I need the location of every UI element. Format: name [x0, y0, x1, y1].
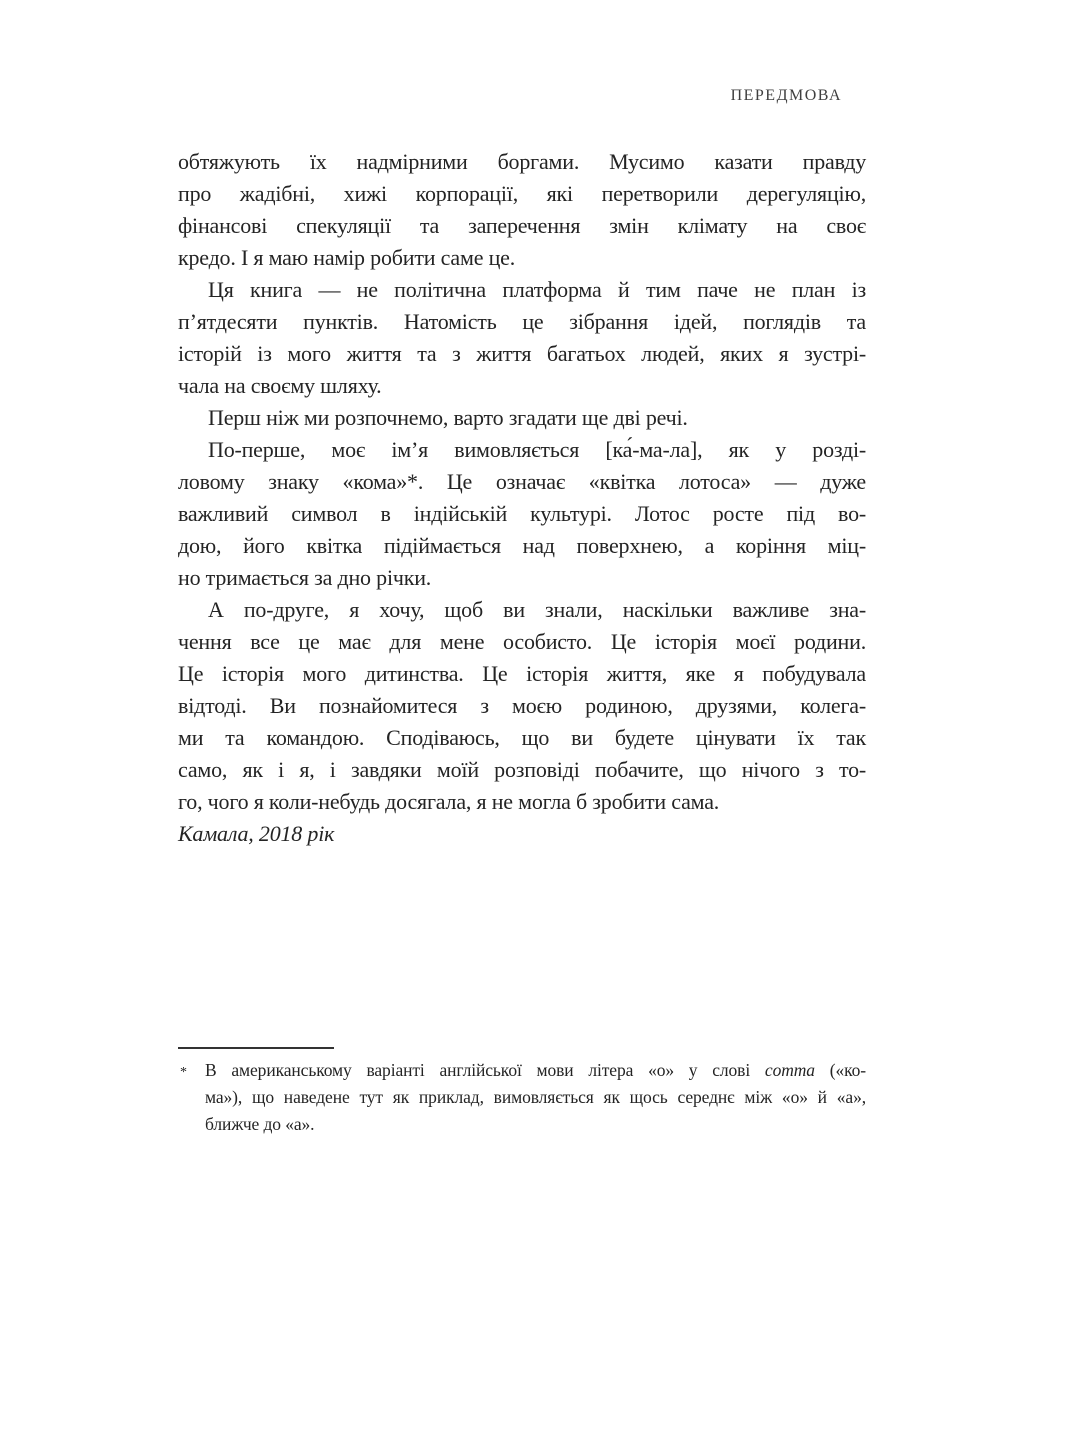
text-line: важливий символ в індійській культурі. Лотос росте під во- [178, 501, 866, 526]
footnote-line-3: ближче до «а». [205, 1114, 315, 1134]
paragraph [178, 274, 866, 402]
body-text [178, 146, 866, 850]
paragraph [178, 402, 866, 434]
text-line: Ця книга — не політична платформа й тим паче не план із [208, 277, 866, 302]
running-header: ПЕРЕДМОВА [730, 87, 842, 104]
footnote-line-1-post: («ко- [814, 1060, 867, 1080]
text-line: чення все це має для мене особисто. Це історія моєї родини. [178, 629, 866, 654]
text-line: само, як і я, і завдяки моїй розповіді побачите, що нічого з то- [178, 757, 866, 782]
text-line: історій із мого життя та з життя багатьох людей, яких я зустрі- [178, 341, 866, 366]
footnote-rule [178, 1047, 334, 1049]
text-line: п’ятдесяти пунктів. Натомість це зібрання ідей, поглядів та [178, 309, 866, 334]
paragraph [178, 594, 866, 818]
text-line: ми та командою. Сподіваюсь, що ви будете цінувати їх так [178, 725, 866, 750]
text-line: но тримається за дно річки. [178, 565, 432, 590]
text-line: дою, його квітка підіймається над поверхнею, а коріння міц- [178, 533, 866, 558]
paragraphs-host [178, 146, 866, 818]
text-line: чала на своєму шляху. [178, 373, 382, 398]
text-line: Перш ніж ми розпочнемо, варто згадати ще дві речі. [208, 405, 688, 430]
footnote [178, 1047, 866, 1138]
paragraph [178, 146, 866, 274]
text-line: кредо. І я маю намір робити саме це. [178, 245, 516, 270]
signature-line: Камала, 2018 рік [178, 821, 335, 846]
text-line: го, чого я коли-небудь досягала, я не могла б зробити сама. [178, 789, 720, 814]
paragraph [178, 434, 866, 594]
text-line: відтоді. Ви познайомитеся з моєю родиною, друзями, колега- [178, 693, 866, 718]
footnote-line-1-italic: comma [764, 1060, 815, 1080]
footnote-text [205, 1057, 866, 1138]
text-line: Це історія мого дитинства. Це історія життя, яке я побудувала [178, 661, 866, 686]
text-line: По-перше, моє ім’я вимовляється [ка́-ма-ла], як у розді- [208, 437, 866, 462]
text-line: ловому знаку «кома»*. Це означає «квітка лотоса» — дуже [178, 469, 866, 494]
text-line: А по-друге, я хочу, щоб ви знали, наскільки важливе зна- [208, 597, 866, 622]
text-line: фінансові спекуляції та заперечення змін клімату на своє [178, 213, 866, 238]
footnote-line-1-pre: В американському варіанті англійської мови літера «о» у слові [205, 1060, 765, 1080]
text-line: обтяжують їх надмірними боргами. Мусимо казати правду [178, 149, 866, 174]
footnote-marker: * [180, 1065, 187, 1080]
text-line: про жадібні, хижі корпорації, які перетворили дерегуляцію, [178, 181, 866, 206]
footnote-line-1 [205, 1057, 866, 1084]
footnote-line-2: ма»), що наведене тут як приклад, вимовляється як щось середнє між «о» й «а», [205, 1087, 866, 1107]
